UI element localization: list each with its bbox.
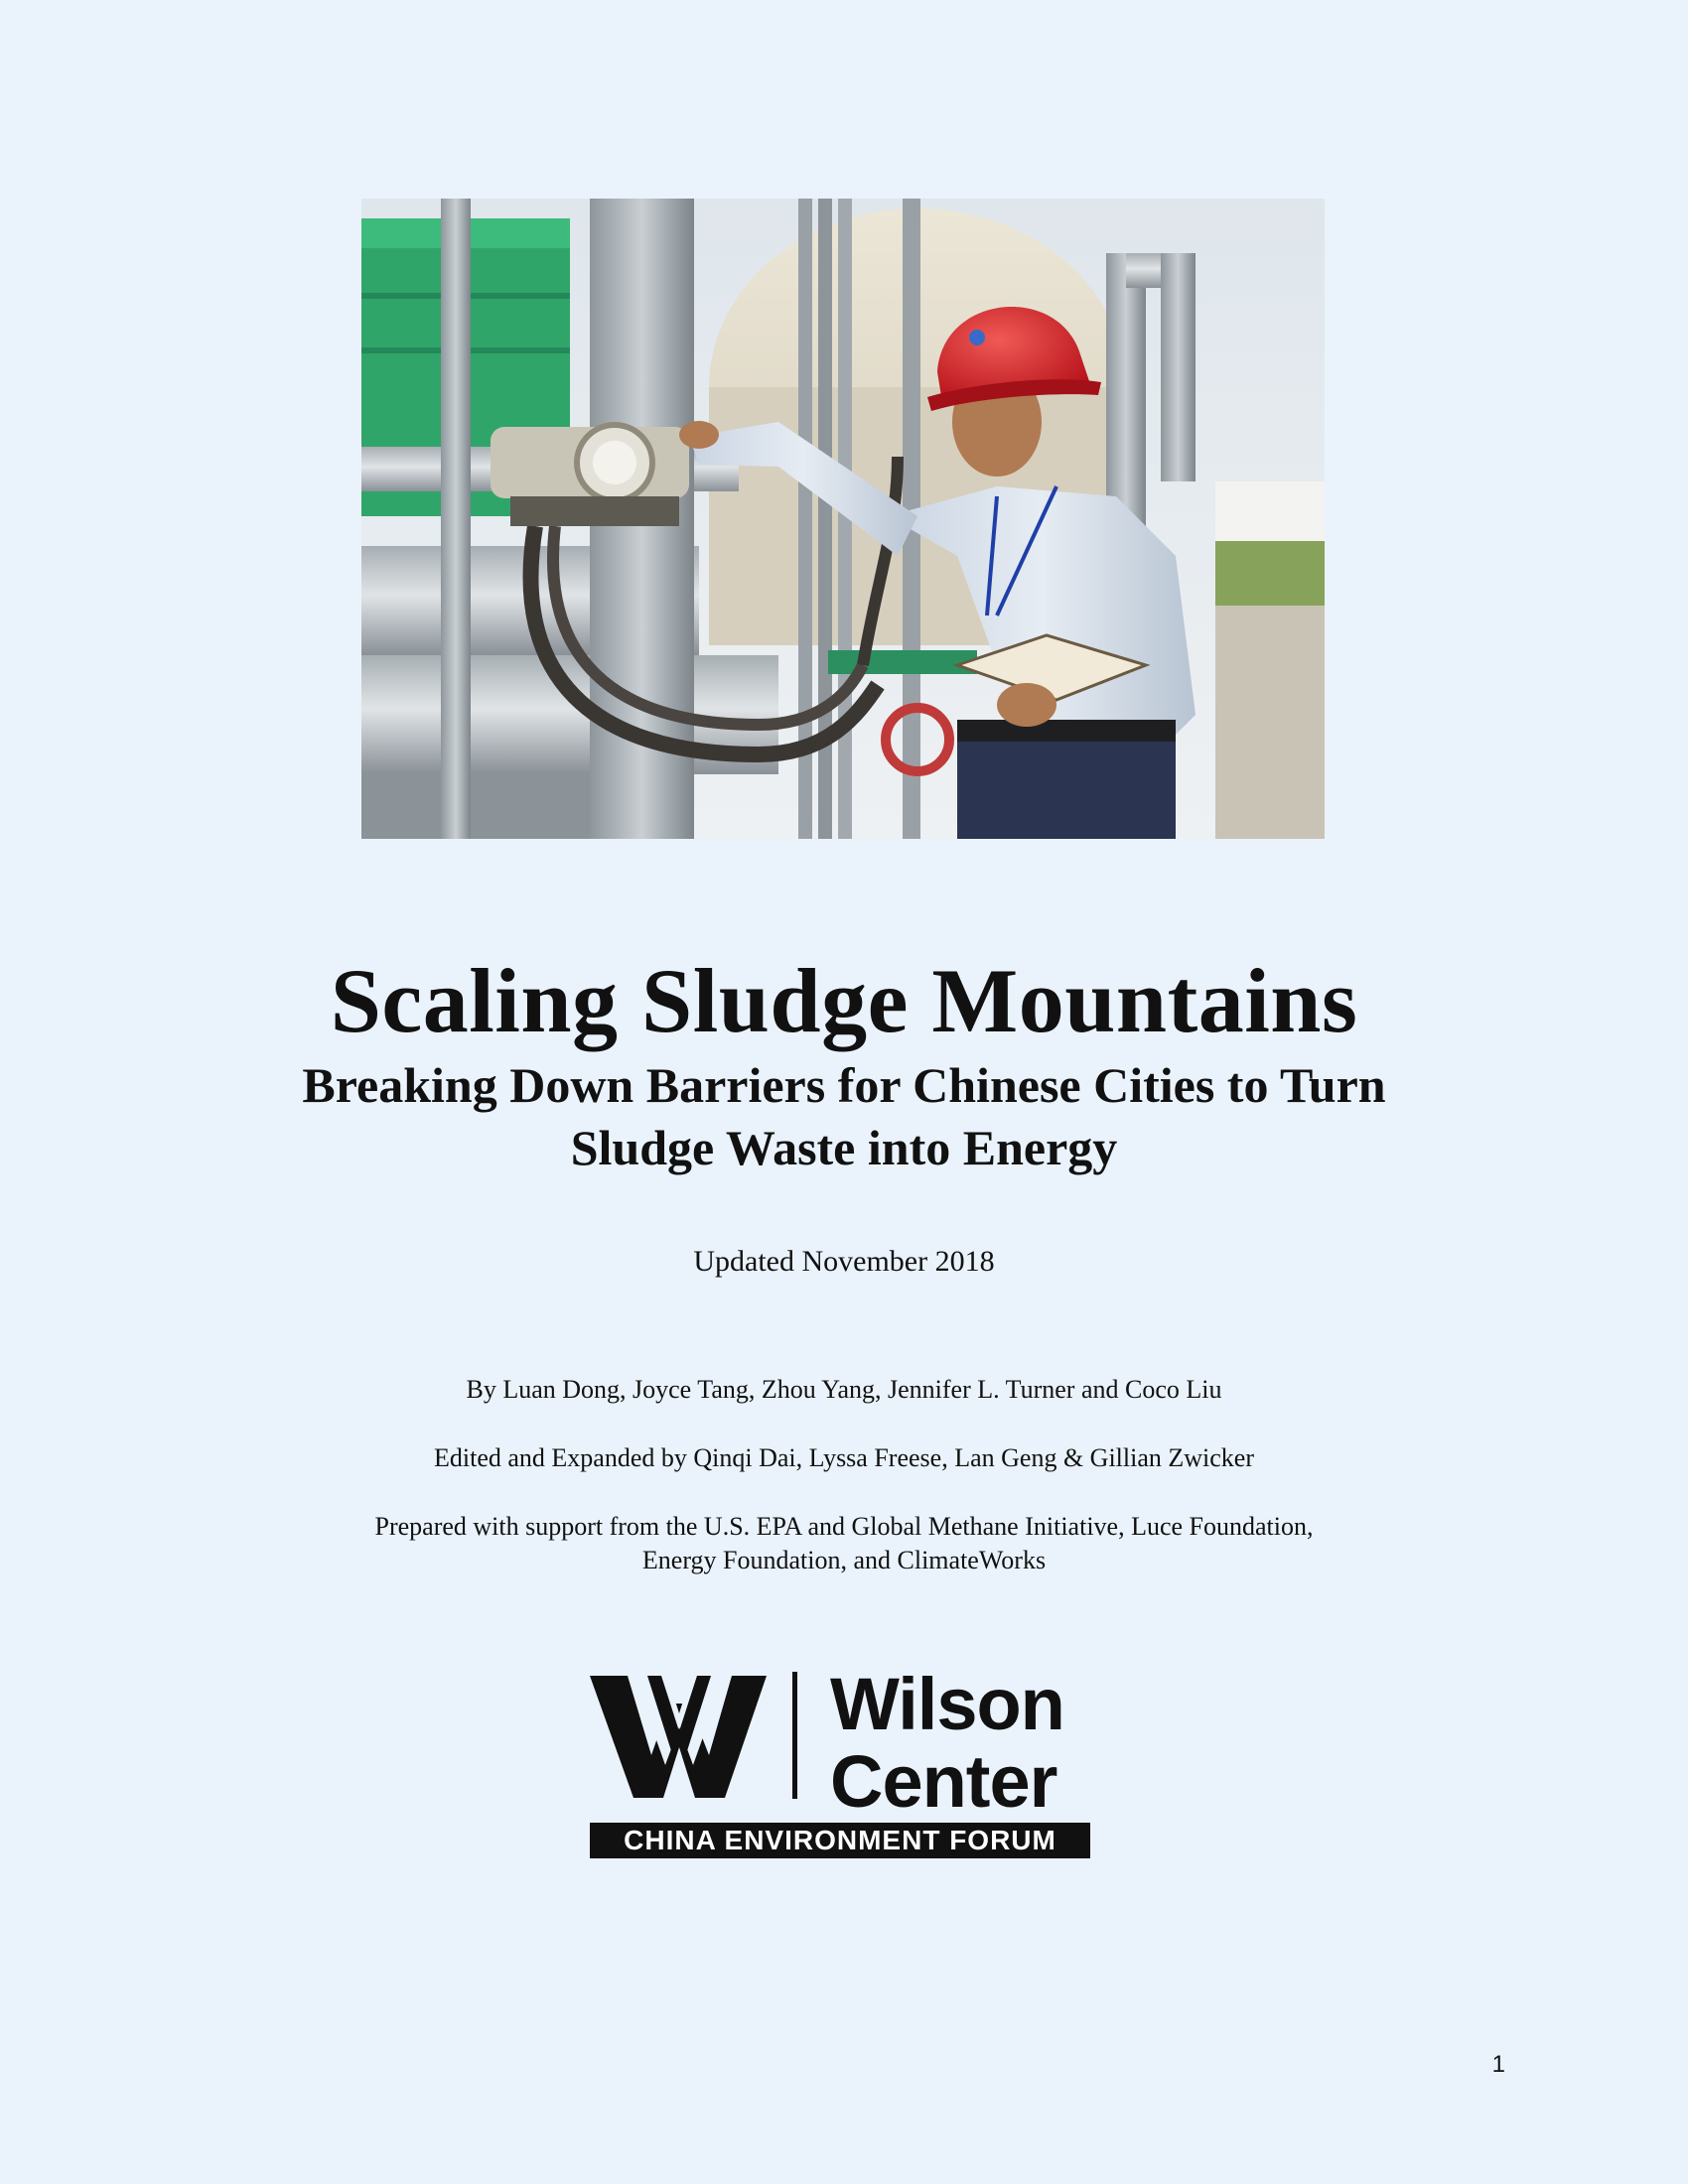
logo-divider [792, 1672, 797, 1799]
support-line-1: Prepared with support from the U.S. EPA and Global Methane Initiative, Luce Foundation, [374, 1512, 1314, 1541]
document-subtitle [0, 1054, 1688, 1178]
updated-date: Updated November 2018 [693, 1245, 995, 1278]
subtitle-line-2: Sludge Waste into Energy [570, 1119, 1118, 1175]
document-title: Scaling Sludge Mountains [330, 950, 1358, 1051]
support-line-2: Energy Foundation, and ClimateWorks [641, 1545, 1047, 1574]
support-statement [0, 1510, 1688, 1577]
page-number: 1 [1491, 2051, 1505, 2078]
subtitle-line-1: Breaking Down Barriers for Chinese Cities to Turn [302, 1057, 1386, 1113]
worker-inspecting-gauge-image [361, 199, 1325, 839]
wilson-center-logo [590, 1663, 1092, 1859]
cover-photo [361, 199, 1325, 839]
editors-line: Edited and Expanded by Qinqi Dai, Lyssa Freese, Lan Geng & Gillian Zwicker [433, 1443, 1254, 1472]
wilson-w-mark-icon [590, 1666, 769, 1801]
logo-wordmark [830, 1663, 1064, 1823]
logo-name-line-1: Wilson [830, 1663, 1064, 1745]
logo-name-line-2: Center [830, 1740, 1057, 1823]
authors-line: By Luan Dong, Joyce Tang, Zhou Yang, Jennifer L. Turner and Coco Liu [466, 1375, 1222, 1404]
program-name-bar: CHINA ENVIRONMENT FORUM [590, 1823, 1090, 1858]
